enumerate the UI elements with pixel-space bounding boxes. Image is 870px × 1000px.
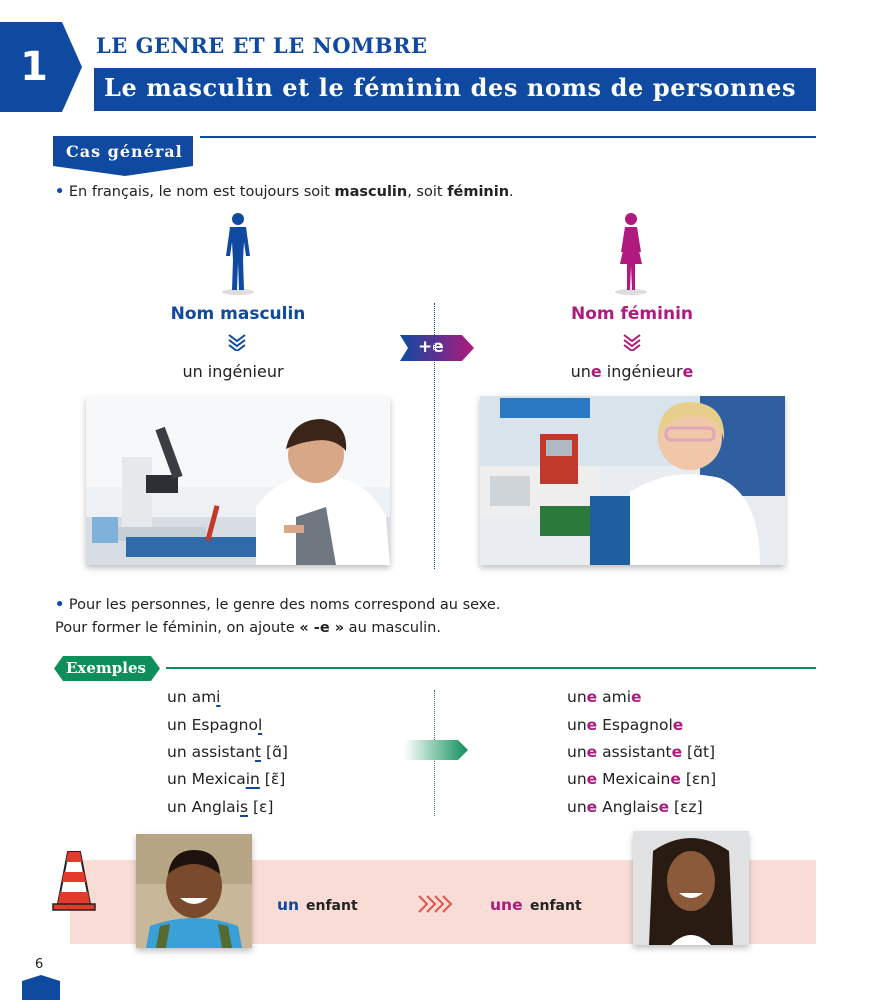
ex-part: un: [567, 743, 587, 761]
intro-prefix: En français, le nom est toujours soit: [68, 184, 335, 200]
ex-ending: e: [586, 716, 598, 734]
ex-phonetic: [ɑ̃t]: [682, 743, 716, 761]
section-rule: [200, 136, 816, 138]
fem-ex-ending: e: [682, 362, 694, 381]
traffic-cone-icon: [52, 850, 96, 912]
feminine-heading: Nom féminin: [570, 304, 694, 324]
rule-line-2-bold: « -e »: [299, 620, 345, 636]
ex-ending: e: [670, 770, 681, 788]
ex-stem: un Mexica: [167, 770, 246, 788]
masculine-article: un: [277, 896, 300, 914]
feminine-example-row: [567, 716, 683, 734]
arrow-right-icon: [404, 740, 468, 760]
plus-e-label: +e: [418, 337, 444, 357]
feminine-example-row: [567, 688, 642, 706]
ex-final-letter: l: [257, 716, 263, 734]
fem-ex-part: un: [570, 362, 591, 381]
intro-feminin: féminin: [447, 184, 510, 200]
fem-ex-part: ingénieur: [601, 362, 683, 381]
ex-part: un: [567, 716, 587, 734]
rule-line-2-prefix: Pour former le féminin, on ajoute: [55, 620, 300, 636]
ex-part: Mexicain: [597, 770, 671, 788]
ex-ending: e: [586, 798, 598, 816]
ex-phonetic: [ɛn]: [680, 770, 717, 788]
section-rule: [166, 667, 816, 669]
chevron-down-icon: [227, 333, 247, 351]
ex-part: Anglais: [597, 798, 659, 816]
masculine-example: un ingénieur: [182, 362, 284, 381]
ex-ending: e: [672, 716, 684, 734]
feminine-example-row: [567, 743, 715, 761]
intro-masculin: masculin: [334, 184, 408, 200]
feminine-noun: enfant: [530, 898, 582, 914]
column-divider: [434, 303, 435, 569]
ex-part: assistant: [597, 743, 672, 761]
ex-final-letter: in: [245, 770, 260, 788]
ex-phonetic: [ɑ̃]: [261, 743, 288, 761]
page-tab: [22, 975, 60, 1000]
intro-middle: , soit: [407, 184, 448, 200]
engineer-woman-photo: [480, 396, 785, 565]
girl-photo: [633, 831, 749, 945]
intro-sentence: [55, 184, 514, 200]
feminine-example-row: [567, 798, 703, 816]
ex-phonetic: [ɛ̃]: [259, 770, 286, 788]
arrow-right-icon: [417, 893, 453, 915]
chevron-down-icon: [622, 333, 642, 351]
ex-final-letter: i: [216, 688, 221, 706]
ex-stem: un assistan: [167, 743, 256, 761]
rule-line-2-suffix: au masculin.: [344, 620, 441, 636]
masculine-example-row: [167, 798, 273, 816]
ex-stem: un Espagno: [167, 716, 258, 734]
masculine-example-row: [167, 716, 262, 734]
bullet-icon: •: [55, 597, 65, 613]
ex-ending: e: [586, 743, 598, 761]
ex-phonetic: [ɛ]: [248, 798, 274, 816]
ex-ending: e: [671, 743, 683, 761]
ex-final-letter: t: [255, 743, 262, 761]
masculine-example-row: [167, 688, 220, 706]
ex-part: ami: [597, 688, 632, 706]
rule-line-1-text: Pour les personnes, le genre des noms correspond au sexe.: [68, 597, 501, 613]
ex-part: un: [567, 770, 587, 788]
masculine-noun: enfant: [306, 898, 358, 914]
ex-ending: e: [586, 688, 598, 706]
section-kicker: LE GENRE ET LE NOMBRE: [96, 33, 428, 58]
ex-final-letter: s: [239, 798, 249, 816]
ex-ending: e: [658, 798, 670, 816]
masculine-example-row: [167, 770, 285, 788]
ex-phonetic: [ɛz]: [669, 798, 703, 816]
ex-part: un: [567, 688, 587, 706]
fem-ex-ending: e: [590, 362, 602, 381]
feminine-article: une: [490, 896, 523, 914]
cas-general-label: Cas général: [66, 142, 183, 161]
rule-line-2: [55, 620, 441, 636]
ex-ending: e: [631, 688, 642, 706]
man-silhouette-icon: [220, 212, 256, 296]
rule-line-1: [55, 597, 500, 613]
ex-stem: un am: [167, 688, 217, 706]
feminine-example: [500, 362, 764, 381]
ex-part: Espagnol: [597, 716, 673, 734]
page-number: 6: [35, 957, 44, 972]
boy-photo: [136, 834, 252, 948]
ex-part: un: [567, 798, 587, 816]
intro-suffix: .: [509, 184, 514, 200]
feminine-example-row: [567, 770, 716, 788]
masculine-heading: Nom masculin: [170, 304, 306, 324]
exemples-label: Exemples: [66, 659, 146, 677]
woman-silhouette-icon: [613, 212, 649, 296]
chapter-number: 1: [20, 44, 48, 90]
engineer-man-photo: [86, 397, 390, 565]
bullet-icon: •: [55, 184, 65, 200]
masculine-example-row: [167, 743, 288, 761]
ex-ending: e: [586, 770, 598, 788]
ex-stem: un Anglai: [167, 798, 240, 816]
page-title: Le masculin et le féminin des noms de personnes: [104, 73, 797, 102]
